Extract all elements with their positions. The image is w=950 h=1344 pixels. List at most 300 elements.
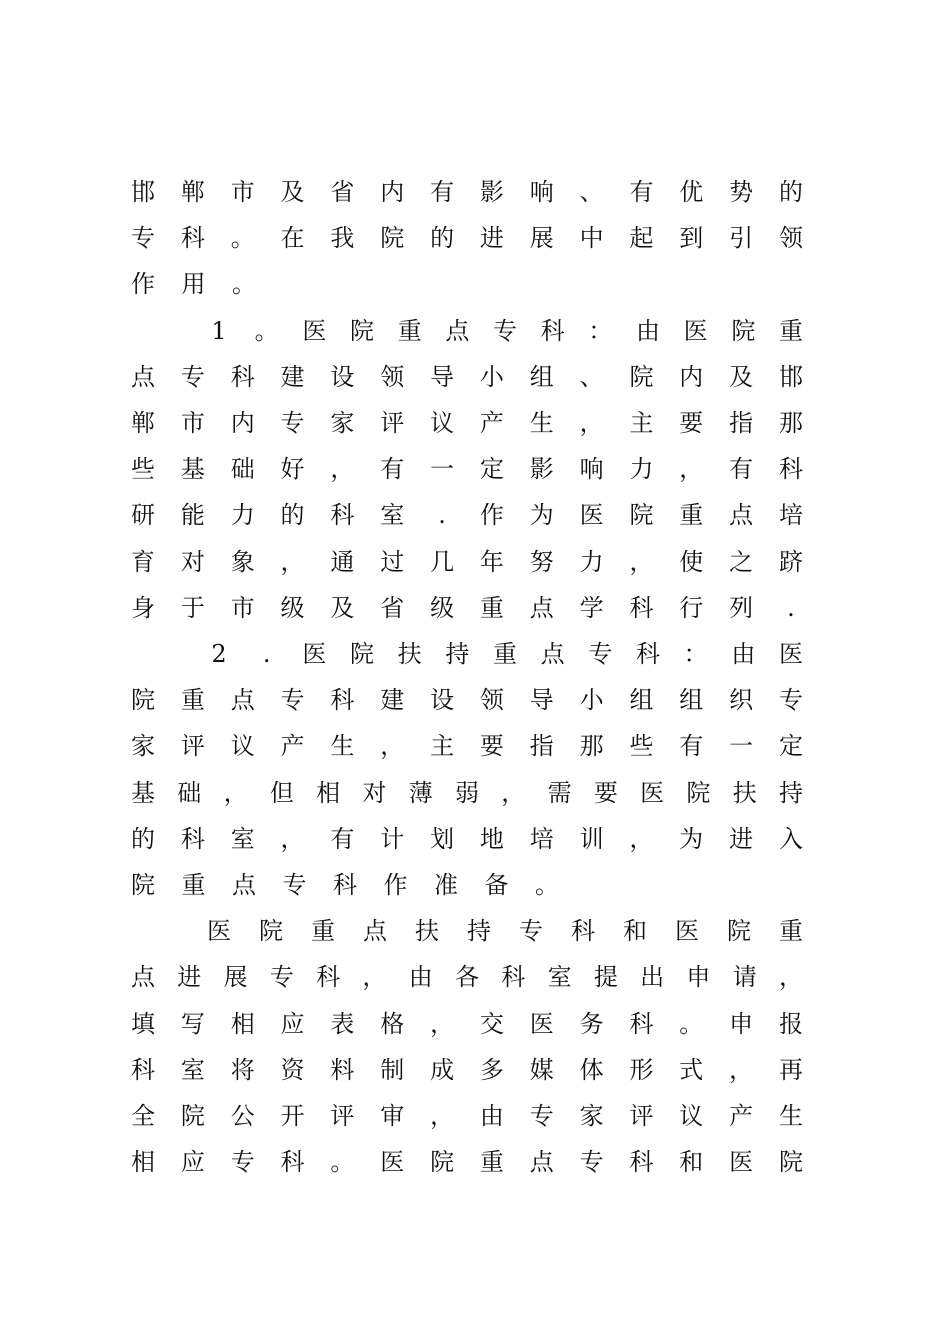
text-char: 有 [729, 455, 754, 484]
text-char: 专 [493, 316, 517, 345]
text-char: 力 [629, 455, 654, 484]
text-char: 专 [230, 1148, 255, 1177]
text-char: 努 [529, 547, 554, 576]
text-char: 准 [434, 871, 458, 899]
text-char: 报 [779, 1009, 803, 1038]
text-char: 评 [330, 1102, 355, 1130]
text-char: 有 [330, 824, 355, 853]
text-char: 科 [131, 1055, 155, 1084]
text-char: 。 [232, 270, 256, 299]
text-char: ： [683, 640, 708, 668]
text-char: 省 [380, 593, 405, 622]
text-char: 资 [280, 1055, 305, 1084]
text-char: 扶 [415, 917, 439, 946]
text-char: 进 [729, 824, 754, 853]
text-char: 医 [675, 917, 699, 946]
text-char: 重 [779, 316, 803, 345]
text-char: 专 [588, 640, 613, 668]
text-char: 科 [316, 963, 341, 992]
text-char: 基 [180, 455, 205, 484]
text-char: 将 [230, 1055, 255, 1084]
text-char: 由 [731, 640, 756, 668]
text-char: 医 [683, 316, 708, 345]
text-char: 础 [177, 778, 202, 807]
text-char: 有 [430, 178, 455, 206]
text-char: 科 [280, 1148, 305, 1177]
text-char: 点 [529, 1148, 554, 1177]
text-char: 科 [330, 501, 355, 530]
text-char: 市 [230, 178, 255, 206]
text-char: 点 [540, 640, 565, 668]
text-char: 一 [430, 455, 455, 484]
text-line [0, 1050, 950, 1090]
text-char: 体 [579, 1055, 604, 1084]
text-char: 形 [629, 1055, 654, 1084]
text-char: 内 [679, 362, 704, 391]
text-char: 和 [623, 917, 647, 946]
text-char: 备 [484, 871, 509, 899]
text-char: ， [629, 824, 654, 853]
text-char: 请 [732, 963, 757, 992]
text-char: 领 [479, 686, 504, 715]
text-char: 重 [181, 871, 206, 899]
text-char: 设 [430, 686, 455, 715]
text-line [0, 911, 950, 951]
text-char: ， [501, 778, 526, 807]
text-char: 的 [280, 501, 305, 530]
text-char: ， [430, 1102, 455, 1130]
text-char: 象 [230, 547, 255, 576]
text-char: ， [330, 455, 355, 484]
text-char: 科 [629, 593, 654, 622]
text-char: 媒 [529, 1055, 554, 1084]
text-char: 由 [479, 1102, 504, 1130]
text-char: 评 [180, 732, 205, 761]
text-char: 重 [493, 640, 517, 668]
text-line [0, 773, 950, 813]
text-line [0, 1142, 950, 1182]
text-char: 邯 [131, 178, 155, 206]
text-line [0, 957, 950, 997]
text-char: 由 [636, 316, 660, 345]
text-char: 家 [579, 1102, 604, 1130]
text-char: 交 [479, 1009, 504, 1038]
text-char: 科 [629, 1148, 654, 1177]
text-char: 计 [380, 824, 405, 853]
text-char: 2 [211, 640, 227, 668]
text-char: 一 [729, 732, 754, 761]
text-char: 、 [579, 178, 604, 206]
text-char: 使 [679, 547, 704, 576]
text-char: 各 [455, 963, 479, 992]
text-char: 跻 [779, 547, 803, 576]
text-char: 主 [430, 732, 455, 761]
text-char: 身 [131, 593, 155, 622]
text-char: 生 [779, 1102, 803, 1130]
text-char: 医 [779, 640, 803, 668]
text-line [0, 1004, 950, 1044]
text-char: 料 [330, 1055, 355, 1084]
text-char: 院 [350, 640, 374, 668]
text-char: 作 [383, 871, 408, 899]
text-char: 多 [479, 1055, 504, 1084]
text-char: 培 [779, 501, 803, 530]
text-char: 持 [445, 640, 470, 668]
text-char: ， [679, 455, 704, 484]
text-char: 建 [280, 362, 305, 391]
text-char: 通 [330, 547, 355, 576]
text-char: 有 [380, 455, 405, 484]
text-char: . [787, 593, 795, 622]
text-char: 院 [686, 778, 711, 807]
text-char: 培 [529, 824, 554, 853]
text-char: 影 [479, 178, 504, 206]
text-char: 填 [131, 1009, 155, 1038]
text-char: 有 [679, 732, 704, 761]
text-char: 进 [479, 224, 504, 253]
text-char: 要 [479, 732, 504, 761]
text-char: 市 [230, 593, 255, 622]
text-char: 持 [467, 917, 491, 946]
text-char: 要 [593, 778, 618, 807]
text-char: ， [430, 1009, 455, 1038]
text-char: 医 [380, 1148, 405, 1177]
text-char: 点 [232, 871, 256, 899]
text-char: 专 [779, 686, 803, 715]
text-char: 评 [380, 409, 405, 437]
text-char: 科 [333, 871, 357, 899]
text-char: 响 [529, 178, 554, 206]
text-char: 专 [269, 963, 294, 992]
text-char: 能 [180, 501, 205, 530]
text-char: 。 [535, 871, 559, 899]
text-char: ， [579, 409, 604, 437]
text-char: 弱 [455, 778, 479, 807]
text-char: 内 [380, 178, 405, 206]
text-char: 开 [280, 1102, 305, 1130]
text-char: 科 [629, 1009, 654, 1038]
text-char: 领 [779, 224, 803, 253]
text-char: 的 [430, 224, 455, 253]
text-char: 要 [679, 409, 704, 437]
text-char: 划 [430, 824, 455, 853]
text-char: 点 [131, 362, 155, 391]
text-char: 学 [579, 593, 604, 622]
text-line [0, 218, 950, 258]
text-char: 及 [729, 362, 754, 391]
text-line [0, 726, 950, 766]
text-char: 重 [679, 501, 704, 530]
text-char: 专 [280, 409, 305, 437]
text-char: 和 [679, 1148, 704, 1177]
text-char: 定 [479, 455, 504, 484]
text-char: 室 [230, 824, 255, 853]
text-char: 在 [280, 224, 305, 253]
text-char: ， [779, 963, 803, 992]
text-char: 对 [180, 547, 205, 576]
text-char: 格 [380, 1009, 405, 1038]
text-char: 行 [679, 593, 704, 622]
text-char: 扶 [732, 778, 757, 807]
text-char: 专 [180, 362, 205, 391]
text-char: 议 [430, 409, 455, 437]
text-line [0, 634, 950, 674]
text-char: 织 [729, 686, 754, 715]
text-char: 指 [729, 409, 754, 437]
text-char: 定 [779, 732, 803, 761]
text-char: 出 [640, 963, 665, 992]
text-char: 产 [479, 409, 504, 437]
text-char: 室 [380, 501, 405, 530]
text-char: 成 [430, 1055, 455, 1084]
text-char: 科 [230, 362, 255, 391]
text-char: ， [362, 963, 387, 992]
text-char: 专 [131, 224, 155, 253]
text-char: 的 [779, 178, 803, 206]
text-char: 全 [131, 1102, 155, 1130]
text-char: 室 [547, 963, 572, 992]
text-char: 郸 [180, 178, 205, 206]
text-char: 点 [529, 593, 554, 622]
text-char: 。 [230, 224, 255, 253]
text-char: 家 [131, 732, 155, 761]
text-char: ， [280, 547, 305, 576]
text-char: 议 [230, 732, 255, 761]
text-char: 地 [479, 824, 504, 853]
text-line [0, 1096, 950, 1136]
text-char: 重 [479, 593, 504, 622]
text-char: 生 [330, 732, 355, 761]
text-char: 式 [679, 1055, 704, 1084]
text-char: 院 [131, 686, 155, 715]
text-char: 基 [131, 778, 155, 807]
text-char: 那 [779, 409, 803, 437]
text-char: 对 [362, 778, 387, 807]
text-char: . [262, 640, 271, 668]
text-char: ， [280, 824, 305, 853]
text-char: 科 [330, 686, 355, 715]
text-char: 几 [430, 547, 455, 576]
text-char: ， [629, 547, 654, 576]
text-char: 训 [579, 824, 604, 853]
text-char: 表 [330, 1009, 355, 1038]
text-char: 作 [131, 270, 155, 299]
text-char: 制 [380, 1055, 405, 1084]
text-char: ， [380, 732, 405, 761]
text-char: 起 [629, 224, 654, 253]
text-char: 室 [180, 1055, 205, 1084]
text-char: 点 [131, 963, 155, 992]
text-char: 点 [230, 686, 255, 715]
text-char: 院 [779, 1148, 803, 1177]
text-char: 那 [579, 732, 604, 761]
text-char: 点 [445, 316, 470, 345]
text-char: 势 [729, 178, 754, 206]
text-char: 公 [230, 1102, 255, 1130]
text-char: 科 [636, 640, 660, 668]
text-char: 重 [479, 1148, 504, 1177]
text-char: 院 [131, 871, 155, 899]
text-char: 科 [540, 316, 565, 345]
text-char: 展 [223, 963, 248, 992]
text-char: 审 [380, 1102, 405, 1130]
text-char: 郸 [131, 409, 155, 437]
text-char: 提 [593, 963, 618, 992]
text-char: 及 [330, 593, 355, 622]
text-char: 持 [779, 778, 803, 807]
text-line [0, 542, 950, 582]
text-char: 专 [280, 686, 305, 715]
text-line [0, 819, 950, 859]
text-char: 市 [180, 409, 205, 437]
text-char: 点 [729, 501, 754, 530]
text-char: 建 [380, 686, 405, 715]
text-char: 、 [579, 362, 604, 391]
text-char: 优 [679, 178, 704, 206]
text-char: 年 [479, 547, 504, 576]
text-char: 用 [181, 270, 206, 299]
text-char: 院 [350, 316, 374, 345]
text-char: 院 [629, 362, 654, 391]
text-char: 列 [729, 593, 754, 622]
text-char: 再 [779, 1055, 803, 1084]
text-char: 专 [579, 1148, 604, 1177]
text-char: 好 [280, 455, 305, 484]
text-char: 导 [430, 362, 455, 391]
text-char: 由 [408, 963, 433, 992]
text-char: . [438, 501, 446, 530]
text-line [0, 865, 950, 905]
text-char: 科 [779, 455, 803, 484]
text-char: 相 [230, 1009, 255, 1038]
text-char: 的 [131, 824, 155, 853]
text-char: 扶 [397, 640, 422, 668]
text-char: 。 [330, 1148, 355, 1177]
text-char: 些 [629, 732, 654, 761]
text-char: 主 [629, 409, 654, 437]
text-char: 申 [686, 963, 711, 992]
text-char: 重 [397, 316, 422, 345]
text-char: 薄 [408, 778, 433, 807]
text-char: 专 [529, 1102, 554, 1130]
text-line [0, 495, 950, 535]
text-char: 邯 [779, 362, 803, 391]
text-char: 院 [430, 1148, 455, 1177]
text-line [0, 172, 950, 212]
text-char: 力 [230, 501, 255, 530]
text-char: 我 [330, 224, 355, 253]
text-char: 展 [529, 224, 554, 253]
text-char: 于 [180, 593, 205, 622]
text-char: 专 [519, 917, 543, 946]
text-char: 中 [579, 224, 604, 253]
text-line [0, 449, 950, 489]
text-char: 组 [529, 362, 554, 391]
text-char: 小 [479, 362, 504, 391]
text-char: 导 [529, 686, 554, 715]
text-char: 组 [679, 686, 704, 715]
text-char: 有 [629, 178, 654, 206]
text-char: 及 [280, 178, 305, 206]
text-char: 重 [311, 917, 335, 946]
text-char: 引 [729, 224, 754, 253]
text-char: 科 [180, 824, 205, 853]
text-char: 组 [629, 686, 654, 715]
text-char: 需 [547, 778, 572, 807]
text-char: 但 [269, 778, 294, 807]
text-char: 础 [230, 455, 255, 484]
text-char: 研 [131, 501, 155, 530]
text-char: 应 [180, 1148, 205, 1177]
text-char: 省 [330, 178, 355, 206]
text-char: 医 [579, 501, 604, 530]
text-char: 指 [529, 732, 554, 761]
text-char: 为 [679, 824, 704, 853]
text-char: 级 [280, 593, 305, 622]
text-char: 内 [230, 409, 255, 437]
text-char: 写 [180, 1009, 205, 1038]
text-char: 医 [529, 1009, 554, 1038]
text-char: 入 [779, 824, 803, 853]
text-char: 院 [380, 224, 405, 253]
text-char: 评 [629, 1102, 654, 1130]
text-char: 些 [131, 455, 155, 484]
text-char: 产 [729, 1102, 754, 1130]
text-char: 育 [131, 547, 155, 576]
text-char: 医 [729, 1148, 754, 1177]
text-line [0, 311, 950, 351]
text-char: ， [223, 778, 248, 807]
text-char: 申 [729, 1009, 754, 1038]
text-char: 院 [731, 316, 756, 345]
text-char: 科 [501, 963, 526, 992]
text-char: 院 [259, 917, 283, 946]
text-char: 医 [302, 316, 327, 345]
text-char: 家 [330, 409, 355, 437]
text-char: 议 [679, 1102, 704, 1130]
text-char: 领 [380, 362, 405, 391]
text-char: 作 [479, 501, 504, 530]
text-char: 到 [679, 224, 704, 253]
text-char: 应 [280, 1009, 305, 1038]
text-line [0, 264, 950, 304]
text-char: 为 [529, 501, 554, 530]
text-char: 产 [280, 732, 305, 761]
text-char: 重 [779, 917, 803, 946]
text-char: 设 [330, 362, 355, 391]
text-char: 生 [529, 409, 554, 437]
text-line [0, 357, 950, 397]
text-char: 医 [207, 917, 231, 946]
text-char: 1 [211, 316, 227, 345]
text-char: ， [729, 1055, 754, 1084]
text-char: 医 [640, 778, 665, 807]
text-char: 小 [579, 686, 604, 715]
text-char: 级 [430, 593, 455, 622]
text-char: 。 [679, 1009, 704, 1038]
text-char: ： [588, 316, 613, 345]
text-char: 影 [529, 455, 554, 484]
text-char: 医 [302, 640, 327, 668]
text-char: 力 [579, 547, 604, 576]
text-char: 相 [131, 1148, 155, 1177]
text-char: 院 [727, 917, 751, 946]
text-char: 专 [282, 871, 307, 899]
text-char: 响 [579, 455, 604, 484]
text-char: 点 [363, 917, 387, 946]
text-line [0, 588, 950, 628]
text-char: 务 [579, 1009, 604, 1038]
